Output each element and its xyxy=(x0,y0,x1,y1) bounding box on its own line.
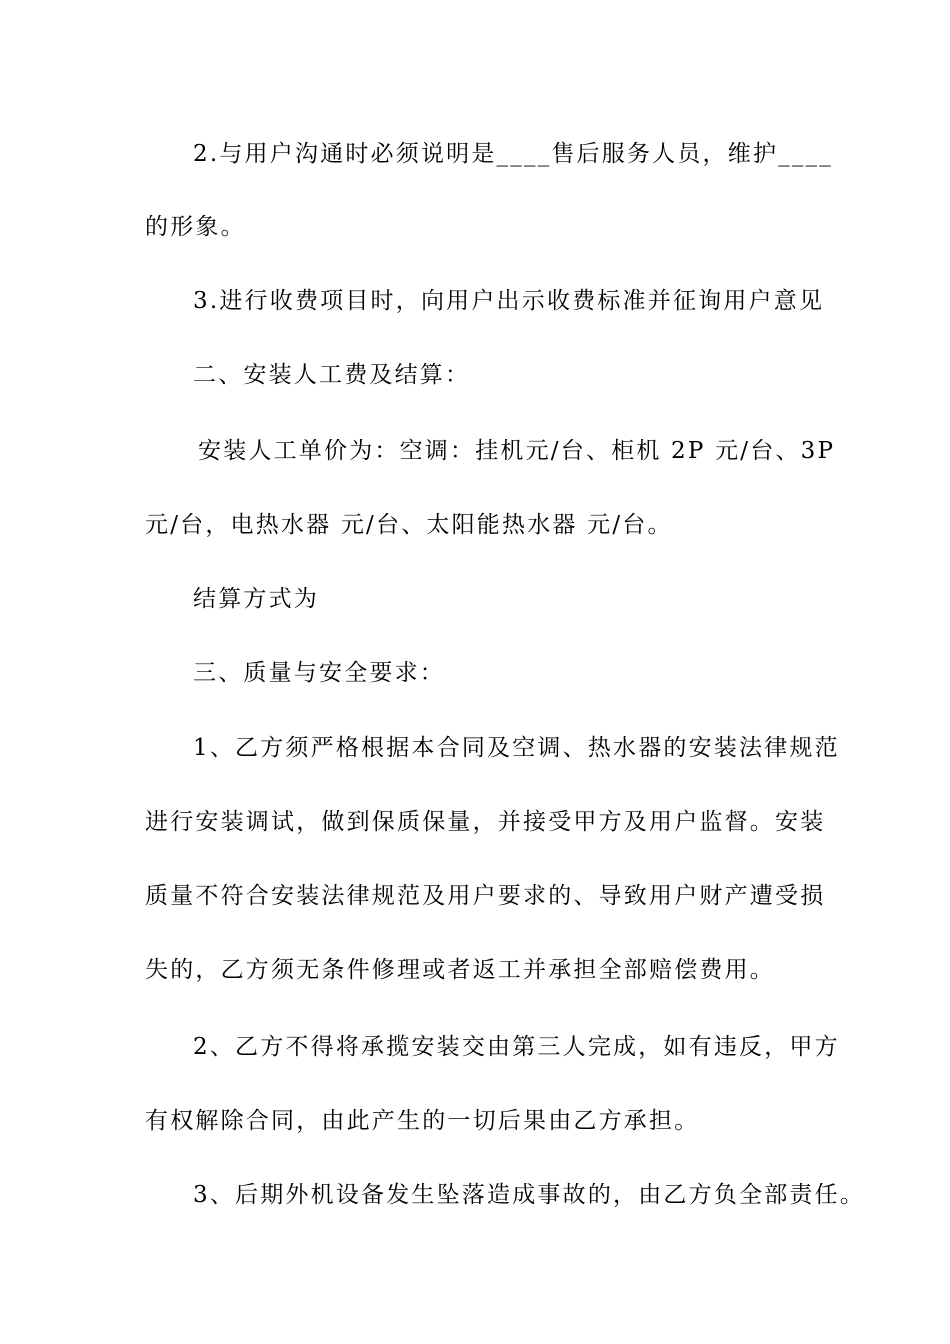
paragraph-item-2-line-1: 2.与用户沟通时必须说明是____售后服务人员，维护____ xyxy=(193,141,833,167)
section-heading-3: 三、质量与安全要求： xyxy=(193,660,445,686)
quality-clause-2-line-1: 2、乙方不得将承揽安装交由第三人完成，如有违反，甲方 xyxy=(193,1034,840,1060)
labor-price-line-1: 安装人工单价为：空调：挂机元/台、柜机 2P 元/台、3P xyxy=(198,438,836,464)
quality-clause-1-line-4: 失的，乙方须无条件修理或者返工并承担全部赔偿费用。 xyxy=(145,957,775,983)
quality-clause-1-line-3: 质量不符合安装法律规范及用户要求的、导致用户财产遭受损 xyxy=(145,883,826,909)
section-heading-2: 二、安装人工费及结算： xyxy=(193,362,471,388)
quality-clause-1-line-1: 1、乙方须严格根据本合同及空调、热水器的安装法律规范 xyxy=(193,735,840,761)
labor-price-line-2: 元/台，电热水器 元/台、太阳能热水器 元/台。 xyxy=(145,512,673,538)
quality-clause-2-line-2: 有权解除合同，由此产生的一切后果由乙方承担。 xyxy=(145,1108,700,1134)
paragraph-item-3: 3.进行收费项目时，向用户出示收费标准并征询用户意见 xyxy=(193,288,825,314)
quality-clause-3: 3、后期外机设备发生坠落造成事故的，由乙方负全部责任。 xyxy=(193,1182,866,1208)
settlement-method: 结算方式为 xyxy=(193,586,319,612)
quality-clause-1-line-2: 进行安装调试，做到保质保量，并接受甲方及用户监督。安装 xyxy=(145,809,826,835)
paragraph-item-2-line-2: 的形象。 xyxy=(145,214,246,240)
